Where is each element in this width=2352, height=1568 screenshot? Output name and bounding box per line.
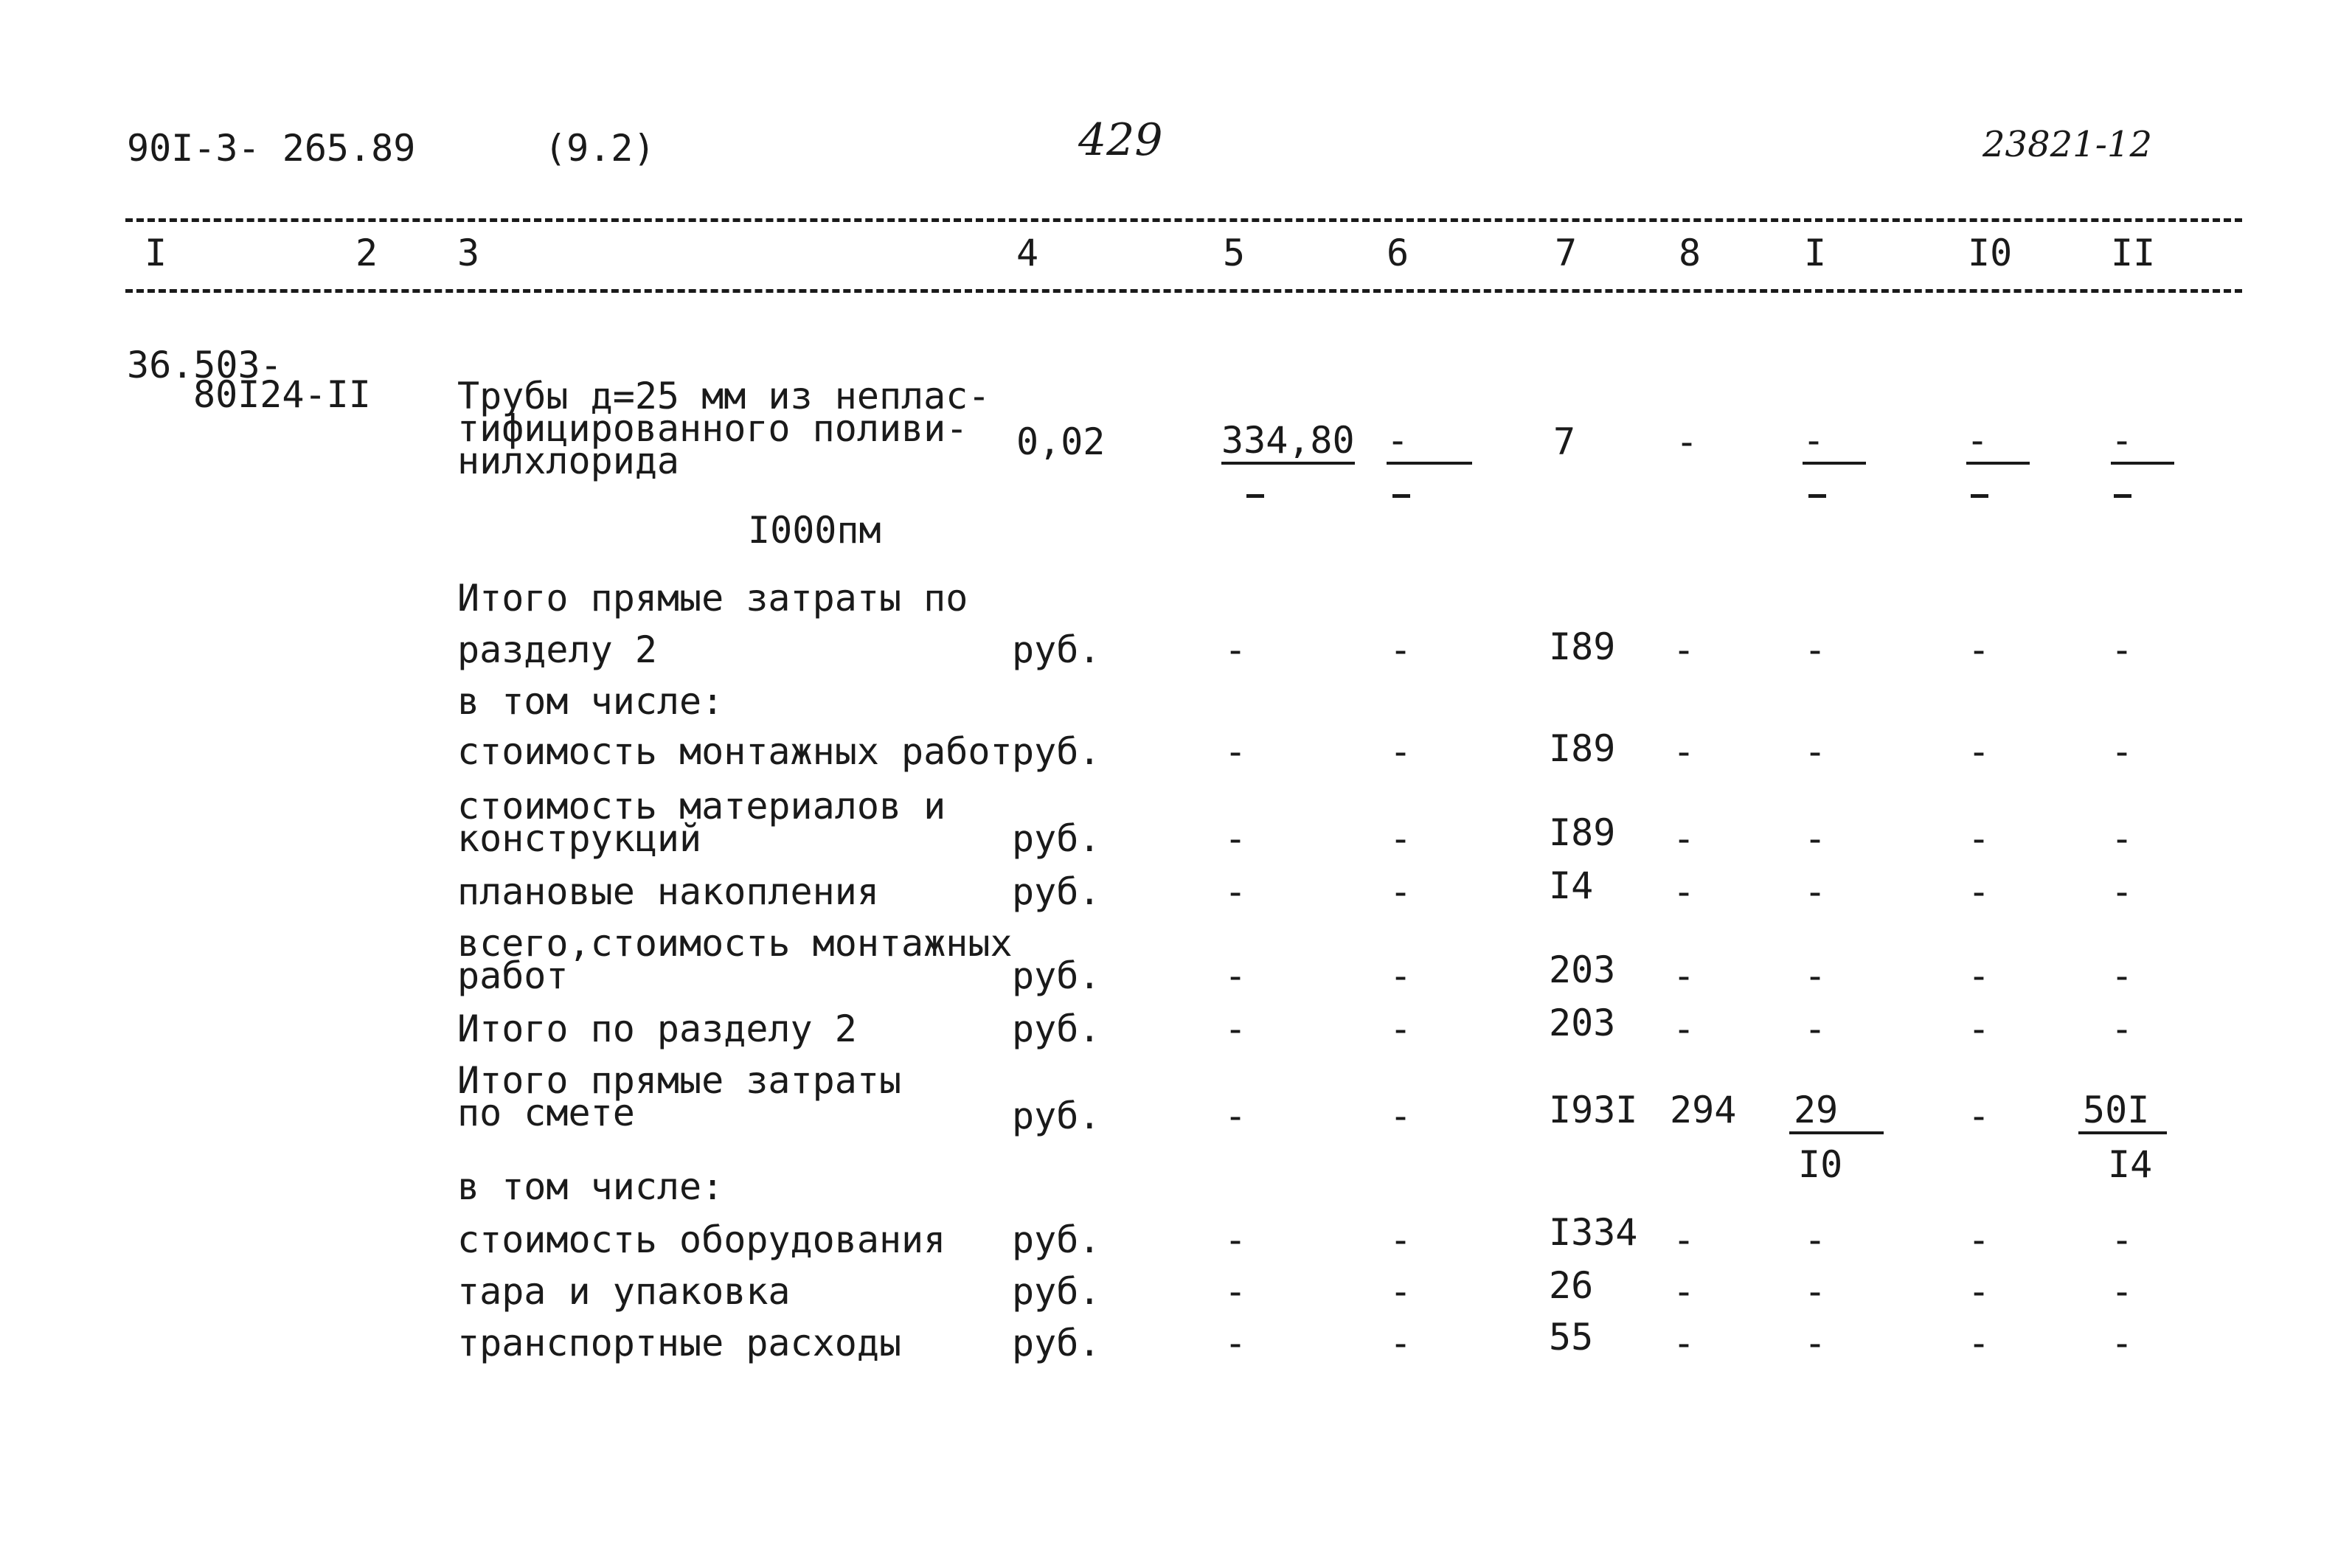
item-description: Трубы д=25 мм из неплас- (457, 375, 991, 417)
row-col6: - (1390, 954, 1412, 997)
column-header: 3 (457, 232, 480, 274)
row-unit: руб. (1012, 1095, 1101, 1137)
row-unit: руб. (1012, 730, 1101, 773)
row-col9: - (1804, 1218, 1827, 1261)
row-label: в том числе: (457, 680, 724, 723)
item-quantity: 0,02 (1016, 420, 1106, 463)
row-label: стоимость материалов и (457, 785, 946, 828)
row-col8: - (1673, 1218, 1696, 1261)
row-col11: 50I (2083, 1089, 2150, 1131)
row-col6: - (1390, 817, 1412, 860)
header-bottom-rule (125, 289, 2242, 293)
row-label: транспортные расходы (457, 1322, 902, 1364)
column-header: I (145, 232, 167, 274)
item-col10: - (1966, 422, 2030, 465)
row-col8: - (1673, 1322, 1696, 1364)
row-col11: - (2111, 954, 2134, 997)
row-col9: - (1804, 1007, 1827, 1050)
row-col11: - (2111, 1322, 2134, 1364)
row-col8: - (1673, 817, 1696, 860)
row-col7: I89 (1549, 811, 1616, 854)
row-col10: - (1968, 870, 1991, 913)
row-col8: - (1673, 1007, 1696, 1050)
row-col10: - (1968, 1270, 1991, 1313)
row-label: стоимость оборудования (457, 1218, 946, 1261)
row-unit: руб. (1012, 1322, 1101, 1364)
row-col5: - (1224, 730, 1247, 773)
row-label: разделу 2 (457, 628, 657, 671)
row-col11: - (2111, 817, 2134, 860)
row-col6: - (1390, 1007, 1412, 1050)
item-col10-lower-dash (1971, 494, 1988, 498)
section-number: (9.2) (544, 127, 656, 170)
row-col6: - (1390, 1218, 1412, 1261)
row-col8: 294 (1670, 1089, 1737, 1131)
row-col6: - (1390, 730, 1412, 773)
row-col7: 203 (1549, 948, 1616, 991)
row-col11-lower: I4 (2108, 1143, 2153, 1186)
row-unit: руб. (1012, 628, 1101, 671)
row-unit: руб. (1012, 1270, 1101, 1313)
header-top-rule (125, 218, 2242, 222)
column-header: 2 (355, 232, 378, 274)
row-label: Итого по разделу 2 (457, 1007, 857, 1050)
item-code: 36.503- (127, 344, 282, 386)
page-number: 429 (1078, 114, 1163, 166)
row-col5: - (1224, 870, 1247, 913)
row-label: Итого прямые затраты (457, 1059, 902, 1102)
row-label: конструкций (457, 817, 702, 860)
row-label: всего,стоимость монтажных (457, 922, 1013, 965)
row-col9-lower: I0 (1798, 1143, 1843, 1186)
row-label: Итого прямые затраты по (457, 577, 968, 620)
row-col10: - (1968, 1007, 1991, 1050)
row-col9: - (1804, 730, 1827, 773)
row-col11: - (2111, 1007, 2134, 1050)
row-col7: I334 (1549, 1211, 1638, 1254)
row-col9: - (1804, 1322, 1827, 1364)
item-description: нилхлорида (457, 440, 680, 482)
row-col9: - (1804, 870, 1827, 913)
row-col5: - (1224, 1322, 1247, 1364)
row-unit: руб. (1012, 1218, 1101, 1261)
item-code: 80I24-II (193, 373, 371, 416)
row-col11: - (2111, 628, 2134, 671)
row-col10: - (1968, 628, 1991, 671)
row-col6: - (1390, 1270, 1412, 1313)
row-col10: - (1968, 1322, 1991, 1364)
row-col5: - (1224, 817, 1247, 860)
column-header: 5 (1223, 232, 1246, 274)
document-code: 90I-3- 265.89 (127, 127, 416, 170)
row-col10: - (1968, 954, 1991, 997)
row-label: стоимость монтажных работ (457, 730, 1013, 773)
row-col9: - (1804, 817, 1827, 860)
item-col7: 7 (1553, 420, 1576, 463)
row-label: по смете (457, 1092, 635, 1134)
row-col5: - (1224, 628, 1247, 671)
column-header: 6 (1387, 232, 1409, 274)
row-label: в том числе: (457, 1165, 724, 1208)
column-header: I0 (1968, 232, 2013, 274)
row-col7: I89 (1549, 727, 1616, 770)
row-col11: - (2111, 1218, 2134, 1261)
row-col5: - (1224, 954, 1247, 997)
row-col8: - (1673, 954, 1696, 997)
row-label: работ (457, 954, 569, 997)
item-col9-lower-dash (1808, 494, 1826, 498)
row-col8: - (1673, 730, 1696, 773)
row-col7: I89 (1549, 625, 1616, 668)
row-unit: руб. (1012, 1007, 1101, 1050)
row-col8: - (1673, 1270, 1696, 1313)
row-col8: - (1673, 870, 1696, 913)
row-col9: - (1804, 954, 1827, 997)
column-header: 7 (1555, 232, 1578, 274)
item-col5-lower-dash (1246, 494, 1264, 498)
row-col6: - (1390, 628, 1412, 671)
row-col7: 203 (1549, 1002, 1616, 1044)
row-unit: руб. (1012, 870, 1101, 913)
row-col9: 29 (1794, 1089, 1839, 1131)
column-header: 8 (1679, 232, 1701, 274)
row-col7: 55 (1549, 1316, 1594, 1359)
item-col8: - (1676, 420, 1699, 463)
item-col11: - (2111, 422, 2174, 465)
row-col7: 26 (1549, 1264, 1594, 1307)
row-col10: - (1968, 1095, 1991, 1137)
column-header: I (1804, 232, 1827, 274)
row-col7: I4 (1549, 864, 1594, 907)
row-col11: - (2111, 1270, 2134, 1313)
row-col8: - (1673, 628, 1696, 671)
row-col7: I93I (1549, 1089, 1638, 1131)
row-col9: - (1804, 628, 1827, 671)
item-col6: - (1387, 422, 1472, 465)
row-col10: - (1968, 1218, 1991, 1261)
item-unit-price: 334,80 (1221, 422, 1355, 465)
item-description: тифицированного поливи- (457, 407, 968, 450)
row-col10: - (1968, 817, 1991, 860)
item-col9: - (1803, 422, 1866, 465)
row-col6: - (1390, 1322, 1412, 1364)
item-col11-lower-dash (2114, 494, 2131, 498)
column-header: 4 (1016, 232, 1039, 274)
row-unit: руб. (1012, 817, 1101, 860)
column-header: II (2111, 232, 2156, 274)
row-unit: руб. (1012, 954, 1101, 997)
row-col10: - (1968, 730, 1991, 773)
row-label: плановые накопления (457, 870, 879, 913)
row-col5: - (1224, 1095, 1247, 1137)
row-label: тара и упаковка (457, 1270, 791, 1313)
row-col5: - (1224, 1218, 1247, 1261)
fraction-line (2078, 1131, 2167, 1134)
row-col6: - (1390, 1095, 1412, 1137)
row-col11: - (2111, 730, 2134, 773)
row-col11: - (2111, 870, 2134, 913)
item-col6-lower-dash (1392, 494, 1410, 498)
item-unit: I000пм (748, 509, 881, 552)
archive-stamp: 23821-12 (1982, 124, 2152, 165)
row-col5: - (1224, 1007, 1247, 1050)
row-col6: - (1390, 870, 1412, 913)
fraction-line (1789, 1131, 1884, 1134)
row-col5: - (1224, 1270, 1247, 1313)
row-col9: - (1804, 1270, 1827, 1313)
